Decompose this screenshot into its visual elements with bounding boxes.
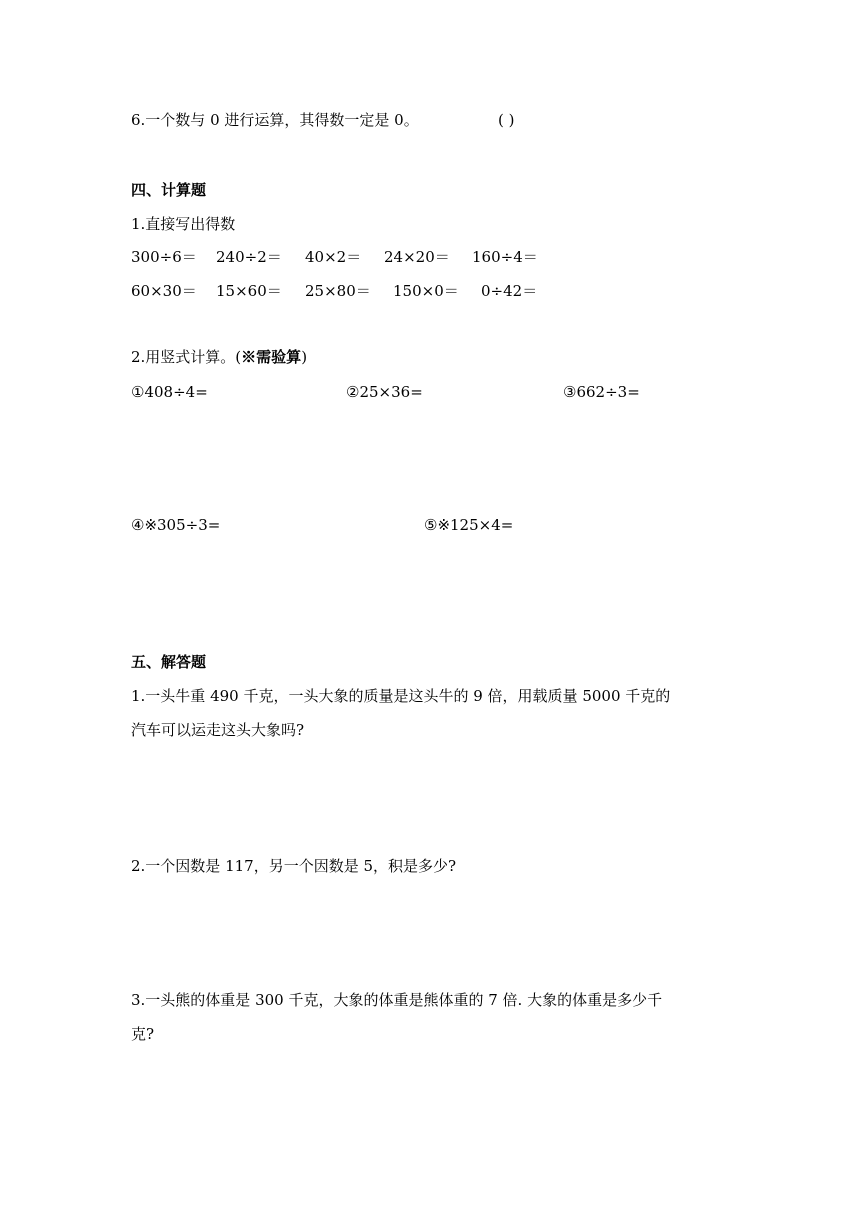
calc-row-1-item-5: 160÷4＝	[472, 248, 538, 266]
calc-row-2-item-5: 0÷42＝	[481, 282, 538, 300]
word-problem-3-line-2: 克?	[131, 1025, 155, 1043]
section-4-title: 四、计算题	[131, 181, 207, 199]
calc-row-2-item-2: 15×60＝	[216, 282, 282, 300]
calc-row-1-item-2: 240÷2＝	[216, 248, 282, 266]
vertical-calc-item-4: ④※305÷3=	[131, 516, 221, 534]
calc-q2-label-text: 2.用竖式计算。(	[131, 348, 242, 366]
calc-row-2-item-4: 150×0＝	[393, 282, 459, 300]
judge-item-6-text: 6.一个数与 0 进行运算，其得数一定是 0。	[131, 111, 419, 129]
calc-q2-label-close: )	[301, 348, 308, 366]
calc-q2-label	[131, 347, 307, 367]
answer-parentheses[interactable]: ( )	[498, 111, 515, 129]
word-problem-2: 2.一个因数是 117，另一个因数是 5，积是多少?	[131, 857, 457, 875]
vertical-calc-item-3: ③662÷3=	[563, 383, 640, 401]
calc-q2-label-emphasis: ※需验算	[241, 348, 302, 366]
calc-row-1-item-4: 24×20＝	[384, 248, 450, 266]
vertical-calc-item-2: ②25×36=	[346, 383, 423, 401]
vertical-calc-item-5: ⑤※125×4=	[424, 516, 514, 534]
word-problem-3-line-1: 3.一头熊的体重是 300 千克，大象的体重是熊体重的 7 倍. 大象的体重是多少千	[131, 991, 663, 1009]
section-5-title: 五、解答题	[131, 653, 207, 671]
word-problem-1-line-2: 汽车可以运走这头大象吗?	[131, 721, 305, 739]
vertical-calc-item-1: ①408÷4=	[131, 383, 208, 401]
calc-row-2-item-3: 25×80＝	[305, 282, 371, 300]
calc-q1-label: 1.直接写出得数	[131, 215, 236, 233]
judge-item-6	[131, 110, 419, 130]
calc-row-1-item-3: 40×2＝	[305, 248, 362, 266]
calc-row-2-item-1: 60×30＝	[131, 282, 197, 300]
calc-row-1-item-1: 300÷6＝	[131, 248, 197, 266]
word-problem-1-line-1: 1.一头牛重 490 千克，一头大象的质量是这头牛的 9 倍，用载质量 5000 千克的	[131, 687, 671, 705]
